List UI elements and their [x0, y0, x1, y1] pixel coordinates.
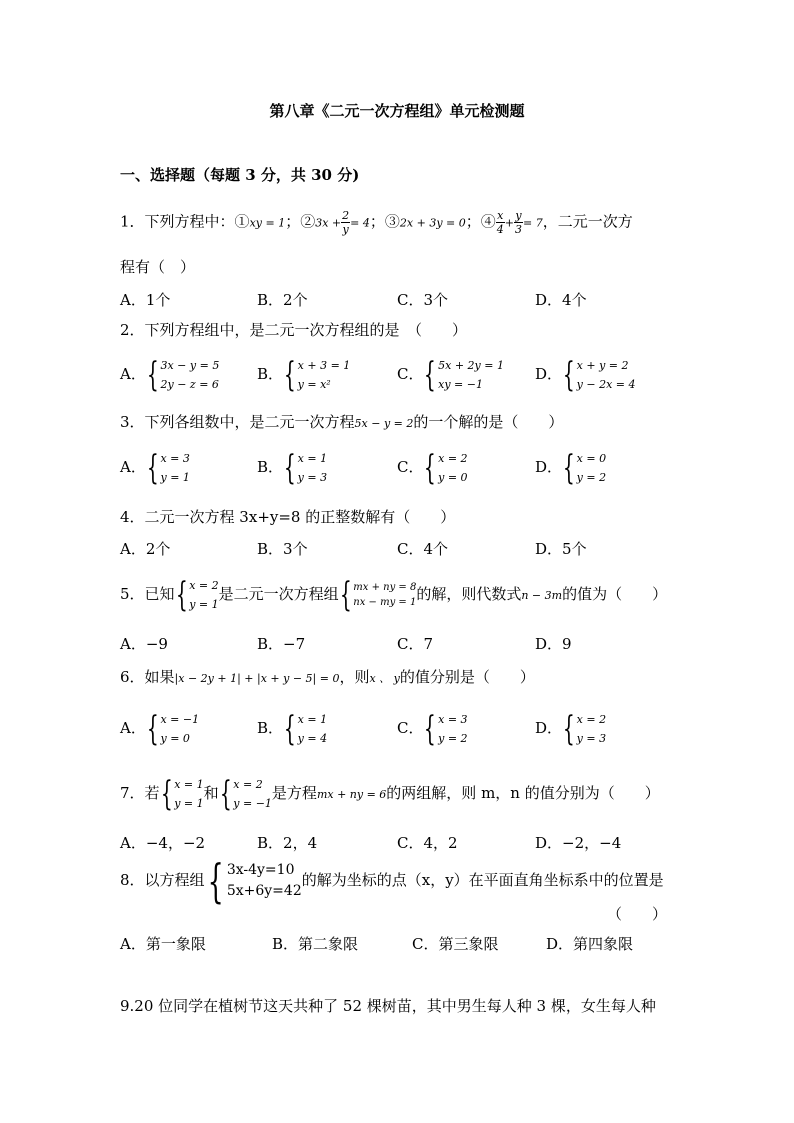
question-7	[120, 775, 660, 813]
equation-system	[205, 854, 302, 908]
option-label: C．	[397, 365, 424, 383]
option-label: B．	[257, 458, 284, 476]
q5-prefix: 5．已知	[120, 585, 175, 603]
brace-icon: {	[283, 355, 296, 395]
question-6	[120, 666, 535, 690]
q1-line2: 程有（ ）	[120, 258, 196, 276]
question-8	[120, 854, 664, 908]
q4-option-a: A．2个	[120, 540, 171, 558]
q7-option-b: B．2，4	[257, 834, 318, 852]
q6-prefix: 6．如果	[120, 668, 175, 686]
frac-denominator: y	[342, 223, 349, 236]
q4-option-b: B．3个	[257, 540, 308, 558]
q3-option-b	[257, 449, 327, 487]
system-row: x = 0	[576, 452, 607, 465]
system-row: x = 1	[174, 778, 204, 791]
brace-icon: {	[562, 448, 575, 488]
system-row: y = −1	[233, 797, 272, 810]
q8-suffix: 的解为坐标的点（x，y）在平面直角坐标系中的位置是	[301, 871, 664, 889]
q1-circle-4: ④	[480, 212, 496, 231]
system-row: y = 1	[174, 797, 204, 810]
option-label: C．	[397, 458, 424, 476]
brace-icon: {	[562, 355, 575, 395]
system-row: 5x+6y=42	[226, 883, 302, 899]
equation-system	[219, 775, 272, 813]
option-label: A．	[120, 458, 146, 476]
q1-option-d: D．4个	[535, 291, 587, 309]
q4-option-c: C．4个	[397, 540, 449, 558]
q3-prefix: 3．下列各组数中，是二元一次方程	[120, 413, 355, 431]
q7-equation: mx + ny = 6	[316, 788, 387, 801]
q8-option-a: A．第一象限	[120, 935, 206, 953]
frac-numerator: y	[515, 209, 522, 222]
option-label: D．	[535, 458, 563, 476]
q1-circle-1: ①	[234, 212, 250, 231]
system-row: 5x + 2y = 1	[438, 359, 504, 372]
q3-suffix: 的一个解的是（ ）	[413, 413, 564, 431]
q4-option-d: D．5个	[535, 540, 587, 558]
section-heading: 一、选择题（每题 3 分，共 30 分)	[120, 166, 360, 184]
q6-expression: |x − 2y + 1| + |x + y − 5| = 0	[174, 672, 340, 685]
q8-prefix: 8．以方程组	[120, 871, 205, 889]
q7-option-c: C．4，2	[397, 834, 458, 852]
brace-icon: {	[160, 774, 173, 814]
system-row: y = 3	[297, 471, 328, 484]
system-row: x = 2	[576, 713, 607, 726]
system-row: xy = −1	[438, 378, 483, 391]
q1-eq1: xy = 1	[249, 216, 286, 230]
q7-and: 和	[203, 784, 219, 802]
brace-icon: {	[146, 709, 159, 749]
option-label: B．	[257, 365, 284, 383]
q2-option-b	[257, 356, 350, 394]
system-row: x = 3	[160, 452, 190, 465]
q8-option-d: D．第四象限	[546, 935, 634, 953]
system-row: y = x²	[297, 378, 331, 391]
q1-sep: ；	[285, 212, 301, 231]
q7-option-a: A．−4，−2	[120, 834, 206, 852]
q6-option-d	[535, 710, 606, 748]
q5-mid: 是二元一次方程组	[218, 585, 339, 603]
system-row: x = 1	[297, 713, 328, 726]
q1-eq4-frac1	[496, 209, 505, 236]
brace-icon: {	[424, 355, 437, 395]
option-label: B．	[257, 719, 284, 737]
system-row: y = 2	[438, 732, 468, 745]
equation-system	[283, 356, 350, 394]
q8-option-b: B．第二象限	[272, 935, 359, 953]
question-1	[120, 209, 633, 236]
q3-equation: 5x − y = 2	[354, 417, 414, 430]
q1-circle-2: ②	[300, 212, 316, 231]
q5-suffix: 的值为（ ）	[562, 585, 668, 603]
q1-option-b: B．2个	[257, 291, 308, 309]
brace-icon: {	[339, 575, 352, 615]
q1-eq4-plus: +	[504, 216, 514, 230]
brace-icon: {	[283, 709, 296, 749]
brace-icon: {	[283, 448, 296, 488]
equation-system	[423, 449, 467, 487]
equation-system	[160, 775, 204, 813]
q5-expression: n − 3m	[521, 589, 563, 602]
q1-sep: ；	[465, 212, 481, 231]
brace-icon: {	[146, 355, 159, 395]
system-row: x = 2	[438, 452, 468, 465]
question-5	[120, 576, 667, 614]
equation-system	[146, 710, 199, 748]
equation-system	[146, 449, 190, 487]
equation-system	[283, 710, 327, 748]
system-row: 3x-4y=10	[226, 862, 295, 878]
system-row: x = 2	[189, 579, 219, 592]
q2-option-c	[397, 356, 504, 394]
system-row: mx + ny = 8	[353, 582, 417, 593]
system-row: x = −1	[160, 713, 200, 726]
q3-option-c	[397, 449, 468, 487]
system-row: y − 2x = 4	[576, 378, 636, 391]
q1-option-a: A．1个	[120, 291, 171, 309]
system-row: x + 3 = 1	[297, 359, 351, 372]
question-3	[120, 411, 563, 435]
option-label: A．	[120, 719, 146, 737]
system-row: y = 0	[160, 732, 190, 745]
brace-icon: {	[424, 448, 437, 488]
equation-system	[562, 356, 635, 394]
system-row: y = 4	[297, 732, 328, 745]
brace-icon: {	[175, 575, 188, 615]
q6-option-c	[397, 710, 468, 748]
system-row: x + y = 2	[576, 359, 629, 372]
q6-option-b	[257, 710, 327, 748]
frac-denominator: 3	[515, 223, 522, 236]
q2-option-d	[535, 356, 636, 394]
q1-suffix: ，二元一次方	[542, 212, 633, 231]
system-row: y = 1	[160, 471, 190, 484]
q1-eq2-frac	[341, 209, 350, 236]
equation-system	[562, 710, 606, 748]
q1-option-c: C．3个	[397, 291, 449, 309]
option-label: C．	[397, 719, 424, 737]
equation-system	[562, 449, 606, 487]
q1-eq2-left: 3x +	[315, 216, 342, 230]
q5-option-a: A．−9	[120, 635, 168, 653]
q1-prefix: 1．下列方程中：	[120, 212, 235, 231]
q5-option-b: B．−7	[257, 635, 306, 653]
q1-eq4-frac2	[514, 209, 523, 236]
q5-mid2: 的解，则代数式	[416, 585, 522, 603]
q7-suffix: 的两组解，则 m，n 的值分别为（ ）	[386, 784, 660, 802]
frac-denominator: 4	[496, 223, 504, 236]
system-row: y = 0	[438, 471, 468, 484]
q3-option-a	[120, 449, 190, 487]
q1-eq4-right: = 7	[523, 216, 543, 230]
system-row: y = 3	[576, 732, 607, 745]
system-row: x = 2	[233, 778, 263, 791]
system-row: nx − my = 1	[353, 597, 417, 608]
q6-mid: ，则	[339, 668, 370, 686]
q1-circle-3: ③	[384, 212, 400, 231]
brace-icon: {	[146, 448, 159, 488]
q1-sep: ；	[369, 212, 385, 231]
question-9: 9.20 位同学在植树节这天共种了 52 棵树苗，其中男生每人种 3 棵，女生每人种	[120, 997, 656, 1015]
equation-system	[423, 710, 467, 748]
q6-option-a	[120, 710, 199, 748]
system-row: y = 1	[189, 598, 219, 611]
q8-answer-paren: （ ）	[607, 905, 668, 923]
brace-icon: {	[562, 709, 575, 749]
q6-vars: x 、 y	[369, 672, 400, 685]
q5-option-c: C．7	[397, 635, 434, 653]
q6-suffix: 的值分别是（ ）	[399, 668, 535, 686]
option-label: D．	[535, 719, 563, 737]
option-label: A．	[120, 365, 146, 383]
frac-numerator: 2	[342, 209, 350, 222]
q2-option-a	[120, 356, 219, 394]
q7-option-d: D．−2，−4	[535, 834, 622, 852]
q8-option-c: C．第三象限	[412, 935, 499, 953]
page-title: 第八章《二元一次方程组》单元检测题	[269, 102, 525, 120]
system-row: 3x − y = 5	[160, 359, 220, 372]
system-row: y = 2	[576, 471, 607, 484]
equation-system	[283, 449, 327, 487]
q5-option-d: D．9	[535, 635, 572, 653]
q1-eq2-right: = 4	[350, 216, 370, 230]
system-row: x = 3	[438, 713, 468, 726]
frac-numerator: x	[497, 209, 504, 222]
q7-mid: 是方程	[271, 784, 317, 802]
equation-system	[339, 575, 417, 615]
brace-icon: {	[207, 854, 224, 908]
equation-system	[423, 356, 503, 394]
question-2: 2．下列方程组中，是二元一次方程组的是 （ ）	[120, 321, 468, 339]
brace-icon: {	[424, 709, 437, 749]
q1-eq3: 2x + 3y = 0	[399, 216, 466, 230]
system-row: x = 1	[297, 452, 328, 465]
option-label: D．	[535, 365, 563, 383]
q7-prefix: 7．若	[120, 784, 160, 802]
question-4: 4．二元一次方程 3x+y=8 的正整数解有（ ）	[120, 508, 456, 526]
brace-icon: {	[219, 774, 232, 814]
equation-system	[146, 356, 219, 394]
q3-option-d	[535, 449, 606, 487]
equation-system	[175, 576, 219, 614]
system-row: 2y − z = 6	[160, 378, 219, 391]
